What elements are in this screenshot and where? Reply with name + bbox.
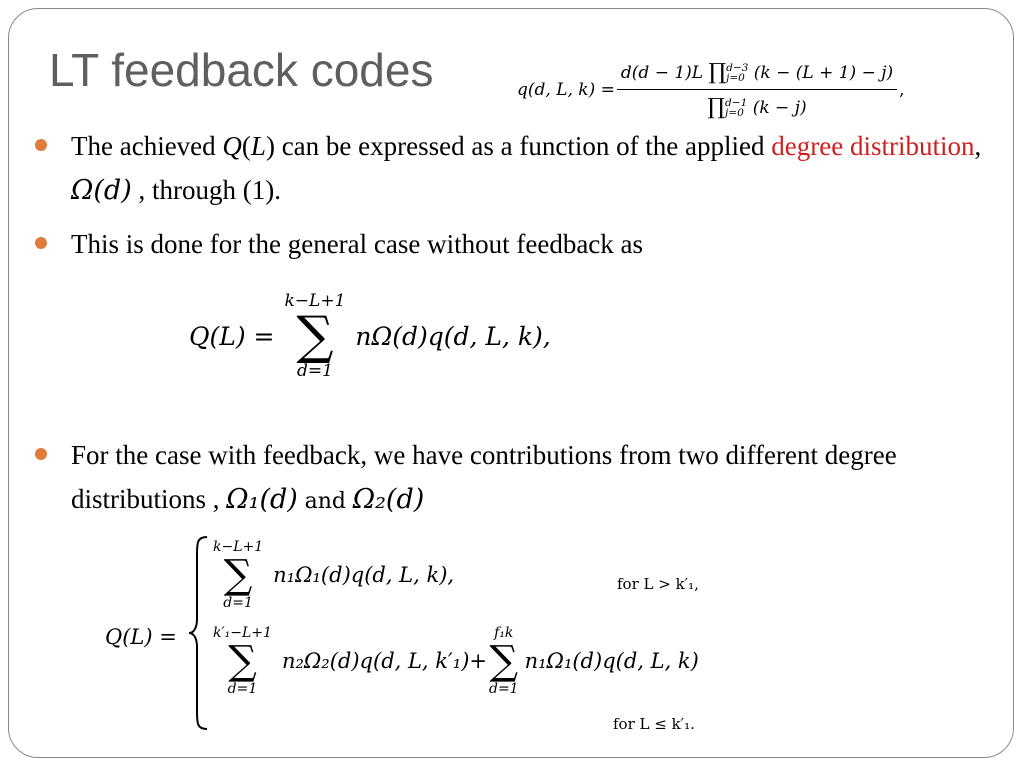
case2-sum2	[489, 625, 519, 697]
q-formula-lhs: q(d, L, k) =	[517, 79, 615, 100]
sum-symbol: ∑	[223, 552, 253, 598]
formula1-lhs: Q(L) =	[189, 321, 275, 351]
numerator-coefficient: d(d − 1)L	[620, 62, 704, 83]
formula1-sum	[285, 291, 346, 381]
numerator-term: (k − (L + 1) − j)	[753, 62, 894, 83]
case1-lower-limit: d=1	[223, 595, 253, 611]
sum-symbol: ∑	[489, 638, 519, 684]
bullet-dot-1	[35, 139, 47, 151]
degree-distribution-highlight: degree distribution	[771, 131, 975, 161]
case2-upper2-limit: f₁k	[494, 625, 514, 641]
bullet1-paren-close: )	[265, 131, 275, 161]
slide-title: LT feedback codes	[49, 44, 434, 96]
omega1-d: Ω₁(d)	[226, 484, 298, 515]
sum-symbol: ∑	[296, 306, 334, 366]
bullet1-paren-open: (	[241, 131, 251, 161]
omega2-d: Ω₂(d)	[352, 484, 425, 515]
numerator-prod-sub: j=0	[726, 72, 745, 85]
omega-d: Ω(d)	[71, 175, 132, 206]
cases-brace	[187, 535, 209, 731]
case1-body: n₁Ω₁(d)q(d, L, k),	[273, 563, 455, 587]
case2-lower2-limit: d=1	[488, 681, 519, 697]
formula1-upper-limit: k−L+1	[284, 291, 346, 311]
case2-lower1-limit: d=1	[227, 681, 258, 697]
case2-condition: for L ≤ k′₁.	[613, 715, 695, 733]
bullet3-and: and	[304, 489, 346, 514]
bullet3-text: For the case with feedback, we have contributions from two different degree distributions ,	[71, 440, 897, 514]
bullet-text-1	[71, 124, 1001, 213]
slide	[8, 8, 1014, 758]
bullet1-mid: can be expressed as a function of the applied	[274, 131, 772, 161]
case2-row	[213, 625, 699, 697]
product-symbol-top: ∏	[708, 59, 727, 85]
sum-symbol: ∑	[228, 638, 257, 684]
bullet1-pre: The achieved	[71, 131, 223, 161]
denominator-term: (k − j)	[752, 97, 807, 118]
q-formula-denominator	[703, 90, 810, 120]
denominator-prod-sub: j=0	[725, 107, 744, 120]
bullet-text-3	[71, 433, 1001, 524]
case1-upper-limit: k−L+1	[213, 539, 264, 555]
case2-sum1	[213, 625, 272, 697]
case2-body1: n₂Ω₂(d)q(d, L, k′₁)+	[281, 649, 487, 673]
denominator-limits	[725, 98, 747, 119]
bullet1-post: , through (1).	[131, 175, 281, 205]
bullet-dot-2	[35, 237, 47, 249]
q-definition-formula	[517, 59, 905, 120]
q-formula-numerator	[617, 59, 897, 90]
bullet-text-2: This is done for the general case without feedback as	[71, 229, 644, 259]
case2-upper1-limit: k′₁−L+1	[213, 625, 272, 641]
case1-row	[213, 539, 454, 611]
formula2-lhs: Q(L) =	[105, 625, 177, 649]
q-formula-trailing: ,	[899, 79, 905, 100]
q-formula-fraction	[617, 59, 897, 120]
bullet1-q: Q	[222, 131, 242, 161]
bullet-dot-3	[35, 448, 47, 460]
numerator-limits	[726, 63, 748, 84]
numerator-prod-sup: d−3	[726, 61, 749, 74]
product-symbol-bottom: ∏	[707, 94, 726, 120]
case1-sum	[213, 539, 263, 611]
bullet1-l: L	[250, 131, 266, 161]
formula1-lower-limit: d=1	[296, 361, 333, 381]
q-no-feedback-formula	[189, 291, 551, 381]
bullet1-comma: ,	[974, 131, 982, 161]
denominator-prod-sup: d−1	[725, 96, 748, 109]
case1-condition: for L > k′₁,	[617, 575, 699, 593]
formula1-body: nΩ(d)q(d, L, k),	[355, 321, 551, 351]
case2-body2: n₁Ω₁(d)q(d, L, k)	[524, 649, 699, 673]
